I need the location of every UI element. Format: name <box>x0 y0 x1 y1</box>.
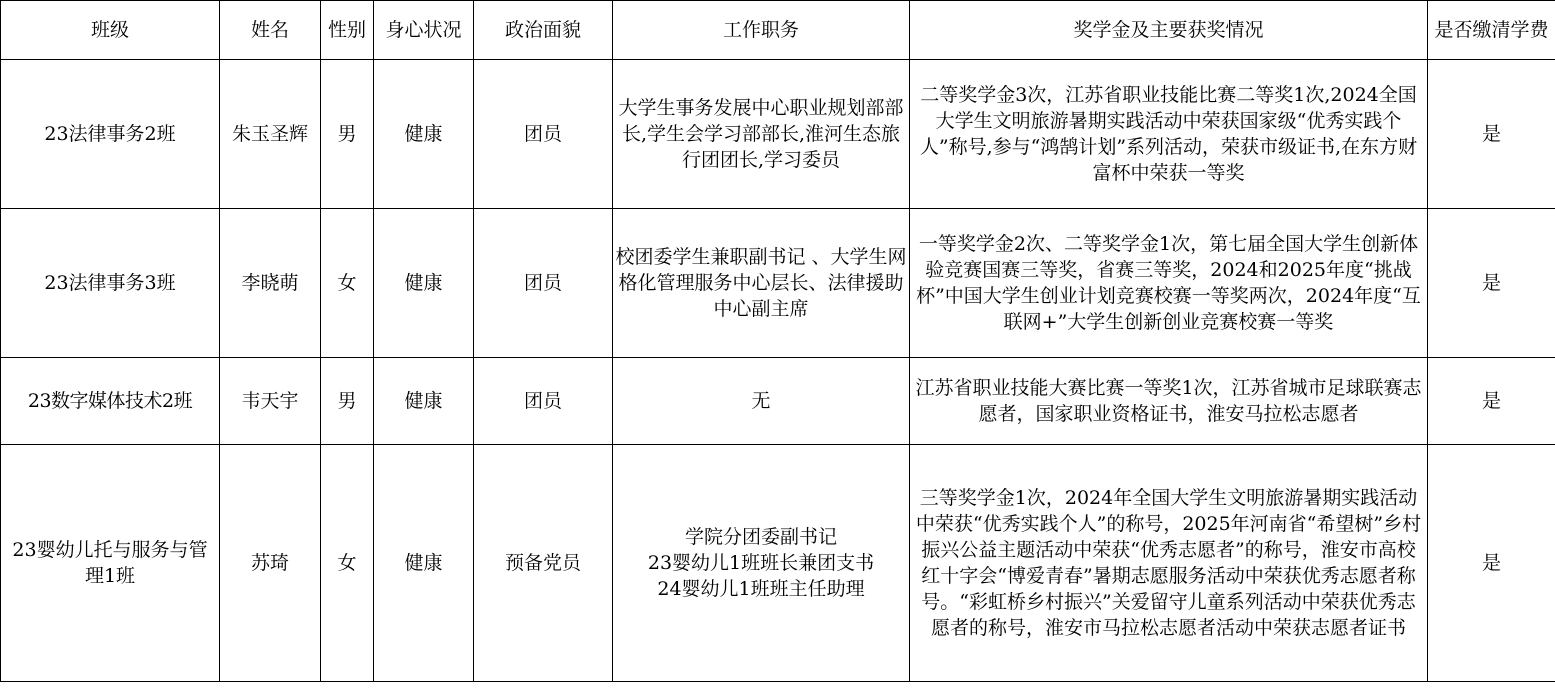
table-header-row <box>1 1 1555 60</box>
cell-health: 健康 <box>374 445 474 682</box>
cell-position: 无 <box>613 358 910 445</box>
cell-position: 大学生事务发展中心职业规划部部长,学生会学习部部长,淮河生态旅行团团长,学习委员 <box>613 60 910 209</box>
cell-awards: 二等奖学金3次，江苏省职业技能比赛二等奖1次,2024全国大学生文明旅游暑期实践活动中荣获国家级“优秀实践个人”称号,参与“鸿鹄计划”系列活动，荣获市级证书,在东方财富杯中荣获一等奖 <box>910 60 1428 209</box>
cell-name: 苏琦 <box>220 445 321 682</box>
cell-class: 23婴幼儿托与服务与管理1班 <box>1 445 220 682</box>
header-position: 工作职务 <box>613 1 910 60</box>
cell-tuition: 是 <box>1428 209 1555 358</box>
cell-gender: 女 <box>321 445 374 682</box>
cell-health: 健康 <box>374 209 474 358</box>
table-row <box>1 445 1555 682</box>
cell-tuition: 是 <box>1428 60 1555 209</box>
header-health: 身心状况 <box>374 1 474 60</box>
table-row <box>1 358 1555 445</box>
cell-gender: 男 <box>321 60 374 209</box>
cell-class: 23法律事务3班 <box>1 209 220 358</box>
cell-name: 韦天宇 <box>220 358 321 445</box>
cell-class: 23数字媒体技术2班 <box>1 358 220 445</box>
cell-name: 朱玉圣辉 <box>220 60 321 209</box>
header-tuition: 是否缴清学费 <box>1428 1 1555 60</box>
cell-tuition: 是 <box>1428 445 1555 682</box>
cell-position: 校团委学生兼职副书记 、大学生网格化管理服务中心层长、法律援助中心副主席 <box>613 209 910 358</box>
cell-gender: 女 <box>321 209 374 358</box>
cell-class: 23法律事务2班 <box>1 60 220 209</box>
cell-awards: 江苏省职业技能大赛比赛一等奖1次，江苏省城市足球联赛志愿者，国家职业资格证书，淮安马拉松志愿者 <box>910 358 1428 445</box>
cell-tuition: 是 <box>1428 358 1555 445</box>
cell-political: 团员 <box>474 358 613 445</box>
table-row <box>1 60 1555 209</box>
header-class: 班级 <box>1 1 220 60</box>
header-political: 政治面貌 <box>474 1 613 60</box>
cell-political: 团员 <box>474 209 613 358</box>
cell-political: 预备党员 <box>474 445 613 682</box>
cell-awards: 一等奖学金2次、二等奖学金1次，第七届全国大学生创新体验竞赛国赛三等奖，省赛三等奖，2024和2025年度“挑战杯”中国大学生创业计划竞赛校赛一等奖两次，2024年度“互联网+”大学生创新创业竞赛校赛一等奖 <box>910 209 1428 358</box>
cell-awards: 三等奖学金1次，2024年全国大学生文明旅游暑期实践活动中荣获“优秀实践个人”的称号，2025年河南省“希望树”乡村振兴公益主题活动中荣获“优秀志愿者”的称号，淮安市高校红十字会“博爱青春”暑期志愿服务活动中荣获优秀志愿者称号。“彩虹桥乡村振兴”关爱留守儿童系列活动中荣获优秀志愿者的称号，淮安市马拉松志愿者活动中荣获志愿者证书 <box>910 445 1428 682</box>
header-awards: 奖学金及主要获奖情况 <box>910 1 1428 60</box>
table-row <box>1 209 1555 358</box>
cell-health: 健康 <box>374 60 474 209</box>
cell-health: 健康 <box>374 358 474 445</box>
header-gender: 性别 <box>321 1 374 60</box>
cell-position: 学院分团委副书记 23婴幼儿1班班长兼团支书 24婴幼儿1班班主任助理 <box>613 445 910 682</box>
header-name: 姓名 <box>220 1 321 60</box>
cell-name: 李晓萌 <box>220 209 321 358</box>
cell-political: 团员 <box>474 60 613 209</box>
cell-gender: 男 <box>321 358 374 445</box>
